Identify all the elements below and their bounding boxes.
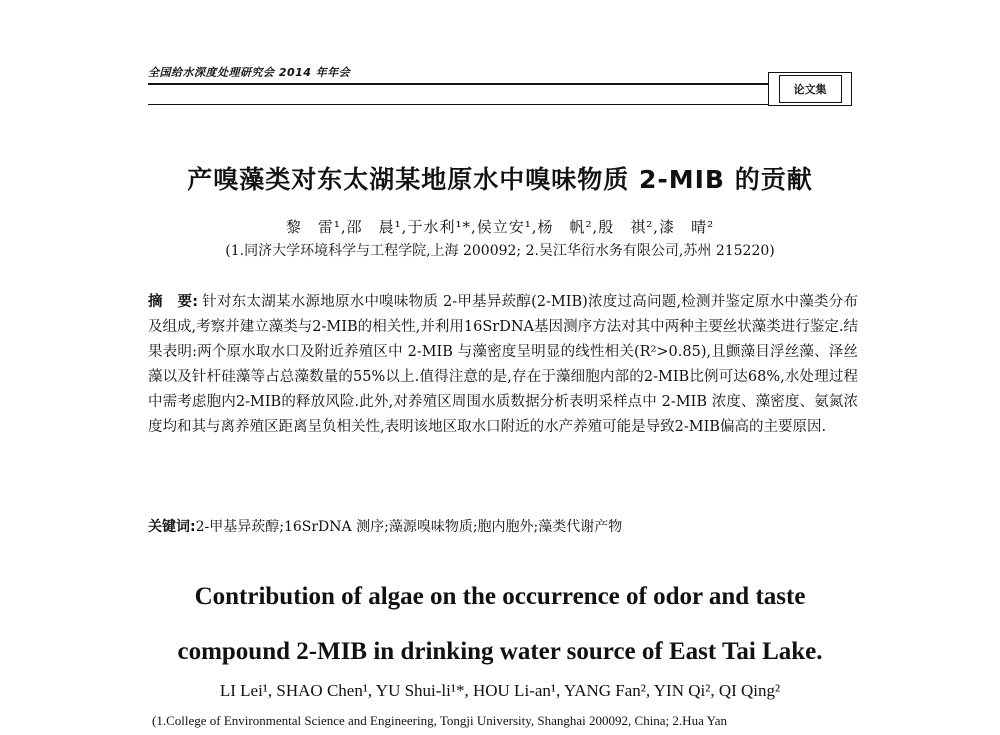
chinese-keywords bbox=[148, 516, 858, 536]
english-authors: LI Lei¹, SHAO Chen¹, YU Shui-li¹*, HOU Li-an¹, YANG Fan², YIN Qi², QI Qing² bbox=[219, 681, 781, 700]
section-tab-label: 论文集 bbox=[779, 75, 842, 103]
chinese-title: 产嗅藻类对东太湖某地原水中嗅味物质 2-MIB 的贡献 bbox=[187, 165, 813, 194]
section-tab bbox=[768, 72, 852, 106]
english-affiliation: (1.College of Environmental Science and Engineering, Tongji University, Shanghai 200092, China; 2.Hua Yan bbox=[152, 713, 727, 728]
chinese-abstract bbox=[148, 290, 858, 440]
english-title-line-1: Contribution of algae on the occurrence of odor and taste bbox=[194, 583, 806, 610]
running-head: 全国给水深度处理研究会 2014 年年会 bbox=[148, 66, 351, 79]
keywords-text: 2-甲基异莰醇;16SrDNA 测序;藻源嗅味物质;胞内胞外;藻类代谢产物 bbox=[195, 519, 623, 535]
english-title-line-2: compound 2-MIB in drinking water source of East Tai Lake. bbox=[177, 638, 823, 665]
abstract-text: 针对东太湖某水源地原水中嗅味物质 2-甲基异莰醇(2-MIB)浓度过高问题,检测并鉴定原水中藻类分布及组成,考察并建立藻类与2-MIB的相关性,并利用16SrDNA基因测序方法对其中两种主要丝状藻类进行鉴定.结果表明:两个原水取水口及附近养殖区中 2-MIB 与藻密度呈明显的线性相关(R²>0.85),且颤藻目浮丝藻、泽丝藻以及针杆硅藻等占总藻数量的55%以上.值得注意的是,存在于藻细胞内部的2-MIB比例可达68%,水处理过程中需考虑胞内2-MIB的释放风险.此外,对养殖区周围水质数据分析表明采样点中 2-MIB 浓度、藻密度、氨氮浓度均和其与离养殖区距离呈负相关性,表明该地区取水口附近的水产养殖可能是导致2-MIB偏高的主要原因. bbox=[148, 294, 858, 435]
header-rule-thin bbox=[148, 104, 768, 105]
keywords-label: 关键词: bbox=[148, 519, 196, 535]
chinese-authors: 黎 雷¹,邵 晨¹,于水利¹*,侯立安¹,杨 帆²,殷 祺²,漆 晴² bbox=[285, 218, 715, 236]
header-rule-thick bbox=[148, 83, 768, 85]
chinese-affiliation: (1.同济大学环境科学与工程学院,上海 200092; 2.吴江华衍水务有限公司,苏州 215220) bbox=[225, 243, 775, 259]
abstract-label: 摘 要: bbox=[148, 294, 199, 310]
